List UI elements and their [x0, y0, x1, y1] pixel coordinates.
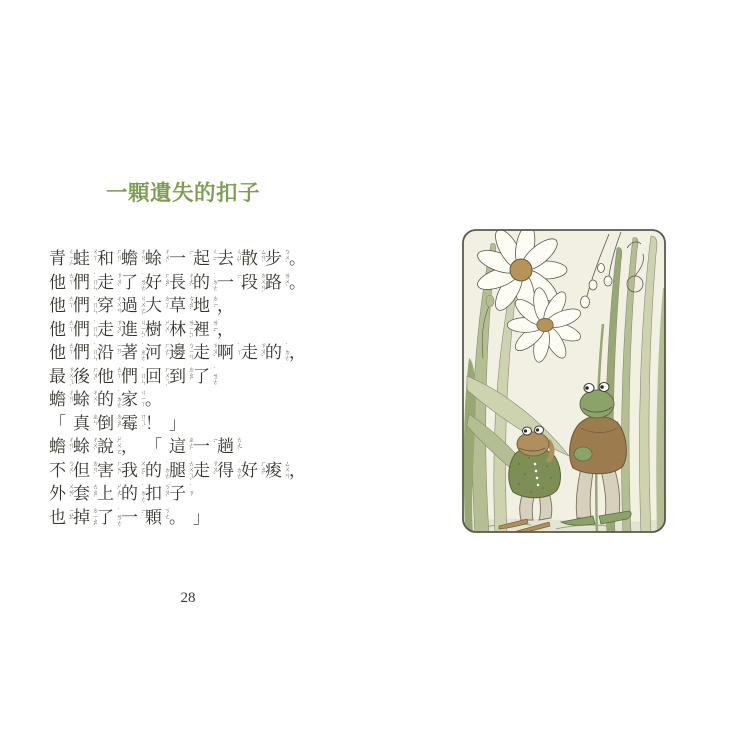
zhuyin-ruby: ㄨㄛˇ — [139, 459, 146, 479]
character-with-zhuyin — [121, 460, 145, 481]
hanzi: 。 — [169, 507, 186, 527]
hanzi: 到 — [169, 366, 186, 386]
hanzi: 的 — [193, 272, 210, 292]
zhuyin-ruby: ˙ㄌㄜ — [115, 506, 122, 526]
character-with-zhuyin — [49, 507, 73, 528]
hanzi: 」 — [193, 507, 210, 527]
character-with-zhuyin — [73, 272, 97, 293]
character-with-zhuyin — [265, 342, 289, 363]
zhuyin-ruby: ㄔㄢˊ — [67, 436, 74, 455]
zhuyin-ruby: ㄅㄨˊ — [67, 459, 74, 479]
zhuyin-ruby: ㄉㄢˋ — [91, 459, 98, 479]
character-with-zhuyin — [73, 413, 97, 434]
hanzi: 上 — [97, 484, 114, 504]
zhuyin-ruby: ㄔㄨㄢ — [115, 295, 122, 314]
hanzi: ， — [217, 319, 234, 339]
hanzi: 河 — [145, 343, 162, 363]
zhuyin-ruby: ˙ㄉㄜ — [163, 459, 170, 479]
character-with-zhuyin — [121, 413, 145, 434]
character-with-zhuyin — [265, 460, 289, 481]
frog-and-toad-illustration — [461, 228, 667, 534]
hanzi: ， — [289, 460, 306, 480]
zhuyin-ruby: ㄓㄜˋ — [187, 436, 194, 455]
character-with-zhuyin — [145, 413, 169, 434]
character-with-zhuyin — [193, 272, 217, 293]
character-with-zhuyin — [169, 366, 193, 387]
character-with-zhuyin — [121, 342, 145, 363]
character-with-zhuyin — [73, 436, 97, 457]
hanzi: 說 — [97, 437, 114, 457]
hanzi: 路 — [265, 272, 282, 292]
character-with-zhuyin — [217, 342, 241, 363]
character-with-zhuyin — [49, 389, 73, 410]
character-with-zhuyin — [121, 389, 145, 410]
character-with-zhuyin — [217, 295, 241, 316]
zhuyin-ruby: ㄌㄧㄣˊ — [187, 318, 194, 342]
character-with-zhuyin — [73, 483, 97, 504]
hanzi: 後 — [73, 366, 90, 386]
hanzi: 的 — [121, 484, 138, 504]
hanzi: 得 — [217, 460, 234, 480]
zhuyin-ruby: ˙ㄌㄜ — [211, 365, 218, 385]
character-with-zhuyin — [73, 295, 97, 316]
character-with-zhuyin — [193, 436, 217, 457]
character-with-zhuyin — [217, 248, 241, 269]
character-with-zhuyin — [97, 460, 121, 481]
story-line — [49, 318, 313, 342]
zhuyin-ruby: ˙ㄇㄣ — [139, 365, 146, 385]
character-with-zhuyin — [73, 319, 97, 340]
zhuyin-ruby: ㄏㄠˇ — [163, 271, 170, 291]
zhuyin-ruby: ㄘㄠˇ — [187, 295, 194, 314]
hanzi: 外 — [49, 484, 66, 504]
hanzi: 。 — [289, 249, 306, 269]
character-with-zhuyin — [73, 366, 97, 387]
character-with-zhuyin — [145, 460, 169, 481]
zhuyin-ruby: ˙ㄉㄜ — [211, 271, 218, 291]
hanzi: 蜍 — [73, 437, 90, 457]
zhuyin-ruby: ㄍㄨㄛˋ — [139, 295, 146, 320]
character-with-zhuyin — [121, 436, 145, 457]
zhuyin-ruby: ㄉㄚˋ — [163, 295, 170, 314]
character-with-zhuyin — [97, 248, 121, 269]
zhuyin-ruby: ㄗㄨㄟˋ — [67, 365, 74, 391]
character-with-zhuyin — [73, 248, 97, 269]
character-with-zhuyin — [145, 507, 169, 528]
hanzi: 了 — [97, 507, 114, 527]
character-with-zhuyin — [289, 342, 313, 363]
hanzi: 林 — [169, 319, 186, 339]
story-line — [49, 435, 313, 459]
character-with-zhuyin — [121, 248, 145, 269]
zhuyin-ruby: ㄗㄡˇ — [259, 342, 266, 361]
story-line — [49, 294, 313, 318]
hanzi: 青 — [49, 249, 66, 269]
hanzi: 他 — [49, 272, 66, 292]
character-with-zhuyin — [121, 319, 145, 340]
hanzi: 他 — [49, 343, 66, 363]
hanzi: 也 — [49, 507, 66, 527]
zhuyin-ruby: ㄗㄡˇ — [211, 342, 218, 361]
character-with-zhuyin — [169, 342, 193, 363]
character-with-zhuyin — [97, 342, 121, 363]
hanzi: 霉 — [121, 413, 138, 433]
story-line — [49, 506, 313, 530]
hanzi: 們 — [73, 272, 90, 292]
zhuyin-ruby: ˙ㄌㄜ — [139, 271, 146, 291]
character-with-zhuyin — [169, 248, 193, 269]
character-with-zhuyin — [49, 319, 73, 340]
zhuyin-ruby: ㄙㄨㄢ — [283, 459, 290, 478]
hanzi: 散 — [241, 249, 258, 269]
character-with-zhuyin — [145, 436, 169, 457]
hanzi: 一 — [121, 507, 138, 527]
zhuyin-ruby: ˙ㄇㄣ — [91, 295, 98, 314]
zhuyin-ruby: ˙ㄇㄣ — [91, 318, 98, 338]
hanzi: 們 — [73, 296, 90, 316]
zhuyin-ruby: ㄓㄣ — [91, 412, 98, 425]
character-with-zhuyin — [145, 342, 169, 363]
character-with-zhuyin — [289, 460, 313, 481]
hanzi: 。 — [289, 272, 306, 292]
hanzi: 蟾 — [49, 390, 66, 410]
hanzi: 顆 — [145, 507, 162, 527]
character-with-zhuyin — [97, 389, 121, 410]
zhuyin-ruby: ˙ㄚ — [235, 342, 242, 355]
character-with-zhuyin — [193, 507, 217, 528]
hanzi: 真 — [73, 413, 90, 433]
hanzi: 走 — [97, 319, 114, 339]
character-with-zhuyin — [49, 295, 73, 316]
hanzi: 一 — [193, 437, 210, 457]
zhuyin-ruby: ㄉㄨㄢˋ — [259, 271, 266, 297]
hanzi: ， — [289, 343, 306, 363]
zhuyin-ruby: ㄔㄨˊ — [91, 389, 98, 408]
zhuyin-ruby: ㄎㄡˋ — [163, 483, 170, 502]
hanzi: 最 — [49, 366, 66, 386]
hanzi: 和 — [97, 249, 114, 269]
hanzi: 扣 — [145, 484, 162, 504]
hanzi: 我 — [121, 460, 138, 480]
hanzi: 趟 — [217, 437, 234, 457]
hanzi: 穿 — [97, 296, 114, 316]
character-with-zhuyin — [145, 319, 169, 340]
character-with-zhuyin — [49, 413, 73, 434]
character-with-zhuyin — [97, 295, 121, 316]
character-with-zhuyin — [193, 342, 217, 363]
hanzi: 。 — [145, 390, 162, 410]
zhuyin-ruby: ˙ㄉㄜ — [283, 342, 290, 361]
story-text — [49, 247, 313, 529]
story-line — [49, 388, 313, 412]
hanzi: 地 — [193, 296, 210, 316]
zhuyin-ruby: ㄑㄧˇ — [211, 248, 218, 266]
zhuyin-ruby: ㄔㄢˊ — [67, 389, 74, 408]
hanzi: 走 — [97, 272, 114, 292]
zhuyin-ruby: ㄇㄟˊ — [139, 412, 146, 432]
hanzi: 長 — [169, 272, 186, 292]
character-with-zhuyin — [121, 272, 145, 293]
hanzi: 了 — [193, 366, 210, 386]
hanzi: 邊 — [169, 343, 186, 363]
hanzi: 著 — [121, 343, 138, 363]
story-line — [49, 271, 313, 295]
story-line — [49, 459, 313, 483]
hanzi: 走 — [241, 343, 258, 363]
character-with-zhuyin — [169, 459, 194, 485]
zhuyin-ruby: ㄊㄠˋ — [91, 483, 98, 502]
zhuyin-ruby: ㄊㄚ — [67, 318, 74, 331]
hanzi: 走 — [193, 460, 210, 480]
character-with-zhuyin — [169, 319, 193, 340]
hanzi: 的 — [97, 390, 114, 410]
zhuyin-ruby: ㄕㄤˋ — [115, 483, 122, 502]
zhuyin-ruby: ㄌㄨˋ — [283, 271, 290, 291]
zhuyin-ruby: ㄧˊ — [211, 436, 218, 448]
zhuyin-ruby: ㄉㄧˋ — [211, 295, 218, 313]
character-with-zhuyin — [241, 271, 266, 297]
character-with-zhuyin — [145, 389, 169, 410]
hanzi: 一 — [217, 272, 234, 292]
zhuyin-ruby: ㄏㄢˋ — [115, 248, 122, 267]
story-line — [49, 412, 313, 436]
hanzi: 大 — [145, 296, 162, 316]
hanzi: 他 — [49, 319, 66, 339]
character-with-zhuyin — [169, 483, 193, 504]
character-with-zhuyin — [145, 248, 169, 269]
zhuyin-ruby: ㄊㄚ — [67, 271, 74, 284]
character-with-zhuyin — [265, 272, 289, 293]
hanzi: 一 — [169, 249, 186, 269]
zhuyin-ruby: ㄔㄢˊ — [139, 248, 146, 267]
character-with-zhuyin — [289, 272, 313, 293]
hanzi: 啊 — [217, 343, 234, 363]
zhuyin-ruby: ˙ㄇㄣ — [91, 271, 98, 291]
character-with-zhuyin — [241, 248, 265, 269]
character-with-zhuyin — [241, 342, 265, 363]
hanzi: 步 — [265, 249, 282, 269]
character-with-zhuyin — [193, 460, 217, 481]
hanzi: 倒 — [97, 413, 114, 433]
story-line — [49, 341, 313, 365]
chapter-title: 一顆遺失的扣子 — [106, 181, 261, 205]
zhuyin-ruby: ㄌㄧˇ — [211, 318, 218, 336]
zhuyin-ruby: ㄏㄜˊ — [163, 342, 170, 361]
hanzi: 好 — [241, 460, 258, 480]
hanzi: 草 — [169, 296, 186, 316]
hanzi: 回 — [145, 366, 162, 386]
hanzi: 進 — [121, 319, 138, 339]
zhuyin-ruby: ㄐㄧㄣˋ — [139, 318, 146, 342]
hanzi: 痠 — [265, 460, 282, 480]
character-with-zhuyin — [97, 483, 121, 504]
character-with-zhuyin — [97, 319, 121, 340]
character-with-zhuyin — [145, 365, 170, 391]
hanzi: 了 — [121, 272, 138, 292]
zhuyin-ruby: ㄐㄧㄚ — [139, 389, 146, 406]
character-with-zhuyin — [193, 319, 217, 340]
character-with-zhuyin — [73, 460, 97, 481]
zhuyin-ruby: ㄔㄨˊ — [91, 436, 98, 455]
page-number: 28 — [180, 590, 196, 606]
hanzi: 蟾 — [49, 437, 66, 457]
zhuyin-ruby: ˙ㄉㄜ — [235, 459, 242, 479]
character-with-zhuyin — [145, 295, 169, 316]
character-with-zhuyin — [49, 436, 73, 457]
hanzi: 段 — [241, 272, 258, 292]
zhuyin-ruby: ㄅㄧㄢ — [187, 342, 194, 359]
zhuyin-ruby: ㄔㄤˊ — [187, 271, 194, 291]
hanzi: ， — [121, 437, 138, 457]
hanzi: 起 — [193, 249, 210, 269]
hanzi: 過 — [121, 296, 138, 316]
character-with-zhuyin — [97, 436, 121, 457]
character-with-zhuyin — [193, 248, 217, 269]
character-with-zhuyin — [145, 483, 169, 504]
zhuyin-ruby: ㄙㄢˋ — [259, 248, 266, 267]
zhuyin-ruby: ㄗㄡˇ — [211, 459, 218, 479]
zhuyin-ruby: ˙ㄗ — [187, 483, 194, 496]
zhuyin-ruby: ㄧㄢˊ — [115, 342, 122, 360]
hanzi: 裡 — [193, 319, 210, 339]
story-line — [49, 247, 313, 271]
hanzi: 們 — [73, 343, 90, 363]
character-with-zhuyin — [169, 272, 193, 293]
character-with-zhuyin — [97, 507, 121, 528]
character-with-zhuyin — [217, 436, 241, 457]
zhuyin-ruby: ㄏㄞˋ — [115, 459, 122, 479]
zhuyin-ruby: ㄕㄨˋ — [163, 318, 170, 338]
character-with-zhuyin — [121, 507, 145, 528]
hanzi: 家 — [121, 390, 138, 410]
character-with-zhuyin — [121, 366, 145, 387]
character-with-zhuyin — [97, 366, 121, 387]
character-with-zhuyin — [49, 342, 73, 363]
zhuyin-ruby: ㄏㄠˇ — [259, 459, 266, 479]
zhuyin-ruby: ㄨㄚ — [91, 248, 98, 261]
character-with-zhuyin — [73, 389, 97, 410]
hanzi: 蜍 — [145, 249, 162, 269]
zhuyin-ruby: ㄗㄡˇ — [115, 318, 122, 338]
hanzi: 但 — [73, 460, 90, 480]
zhuyin-ruby: ㄧˊ — [235, 271, 242, 283]
zhuyin-ruby: ㄉㄧㄠˋ — [91, 506, 98, 530]
character-with-zhuyin — [217, 272, 241, 293]
hanzi: 腿 — [169, 460, 186, 480]
zhuyin-ruby: ˙ㄓㄜ — [139, 342, 146, 361]
character-with-zhuyin — [193, 366, 217, 387]
zhuyin-ruby: ㄗㄡˇ — [115, 271, 122, 291]
zhuyin-ruby: ㄨㄞˋ — [67, 483, 74, 502]
hanzi: 「 — [49, 413, 66, 433]
character-with-zhuyin — [49, 272, 73, 293]
story-line — [49, 482, 313, 506]
zhuyin-ruby: ㄑㄩˋ — [235, 248, 242, 267]
hanzi: 去 — [217, 249, 234, 269]
hanzi: 掉 — [73, 507, 90, 527]
character-with-zhuyin — [265, 248, 289, 269]
zhuyin-ruby: ㄉㄠˋ — [187, 365, 194, 385]
hanzi: 蛙 — [73, 249, 90, 269]
zhuyin-ruby: ˙ㄉㄜ — [115, 389, 122, 408]
zhuyin-ruby: ㄑㄧㄥ — [67, 248, 74, 265]
hanzi: 不 — [49, 460, 66, 480]
character-with-zhuyin — [193, 295, 217, 316]
character-with-zhuyin — [169, 507, 193, 528]
zhuyin-ruby: ㄊㄨㄟˇ — [187, 459, 194, 485]
character-with-zhuyin — [97, 413, 121, 434]
zhuyin-ruby: ㄊㄤˋ — [235, 436, 242, 455]
character-with-zhuyin — [169, 295, 193, 316]
hanzi: 走 — [193, 343, 210, 363]
zhuyin-ruby: ㄎㄜ — [163, 506, 170, 519]
hanzi: 他 — [49, 296, 66, 316]
hanzi: 」 — [169, 413, 186, 433]
character-with-zhuyin — [49, 248, 73, 269]
hanzi: 蟾 — [121, 249, 138, 269]
zhuyin-ruby: ㄧˋ — [187, 248, 194, 260]
character-with-zhuyin — [121, 483, 145, 504]
character-with-zhuyin — [49, 365, 74, 391]
zhuyin-ruby: ㄏㄨㄟˊ — [163, 365, 170, 391]
character-with-zhuyin — [97, 272, 121, 293]
zhuyin-ruby: ㄧˋ — [139, 506, 146, 518]
hanzi: 「 — [145, 437, 162, 457]
hanzi: 這 — [169, 437, 186, 457]
hanzi: 的 — [145, 460, 162, 480]
character-with-zhuyin — [49, 483, 73, 504]
zhuyin-ruby: ㄉㄠˇ — [115, 412, 122, 432]
zhuyin-ruby: ˙ㄇㄣ — [91, 342, 98, 361]
character-with-zhuyin — [289, 248, 313, 269]
character-with-zhuyin — [241, 460, 265, 481]
character-with-zhuyin — [73, 507, 97, 528]
character-with-zhuyin — [217, 319, 241, 340]
hanzi: 害 — [97, 460, 114, 480]
character-with-zhuyin — [49, 460, 73, 481]
zhuyin-ruby: ㄊㄚ — [67, 342, 74, 355]
character-with-zhuyin — [217, 460, 241, 481]
zhuyin-ruby: ˙ㄉㄜ — [139, 483, 146, 502]
hanzi: 樹 — [145, 319, 162, 339]
character-with-zhuyin — [73, 342, 97, 363]
character-with-zhuyin — [121, 295, 146, 320]
hanzi: 他 — [97, 366, 114, 386]
hanzi: 們 — [73, 319, 90, 339]
zhuyin-ruby: ㄊㄚ — [115, 365, 122, 378]
hanzi: 們 — [121, 366, 138, 386]
character-with-zhuyin — [169, 436, 193, 457]
hanzi: 子 — [169, 484, 186, 504]
zhuyin-ruby: ㄅㄨˋ — [283, 248, 290, 267]
hanzi: 蜍 — [73, 390, 90, 410]
hanzi: ， — [217, 296, 234, 316]
zhuyin-ruby: ㄕㄨㄛ — [115, 436, 122, 455]
hanzi: 沿 — [97, 343, 114, 363]
zhuyin-ruby: ㄏㄡˋ — [91, 365, 98, 385]
hanzi: 好 — [145, 272, 162, 292]
character-with-zhuyin — [145, 272, 169, 293]
hanzi: ！ — [145, 413, 162, 433]
hanzi: 套 — [73, 484, 90, 504]
zhuyin-ruby: ㄊㄚ — [67, 295, 74, 308]
zhuyin-ruby: ㄔㄨˊ — [163, 248, 170, 267]
character-with-zhuyin — [169, 413, 193, 434]
story-line — [49, 365, 313, 389]
zhuyin-ruby: ㄧㄝˇ — [67, 506, 74, 524]
hanzi: 的 — [265, 343, 282, 363]
